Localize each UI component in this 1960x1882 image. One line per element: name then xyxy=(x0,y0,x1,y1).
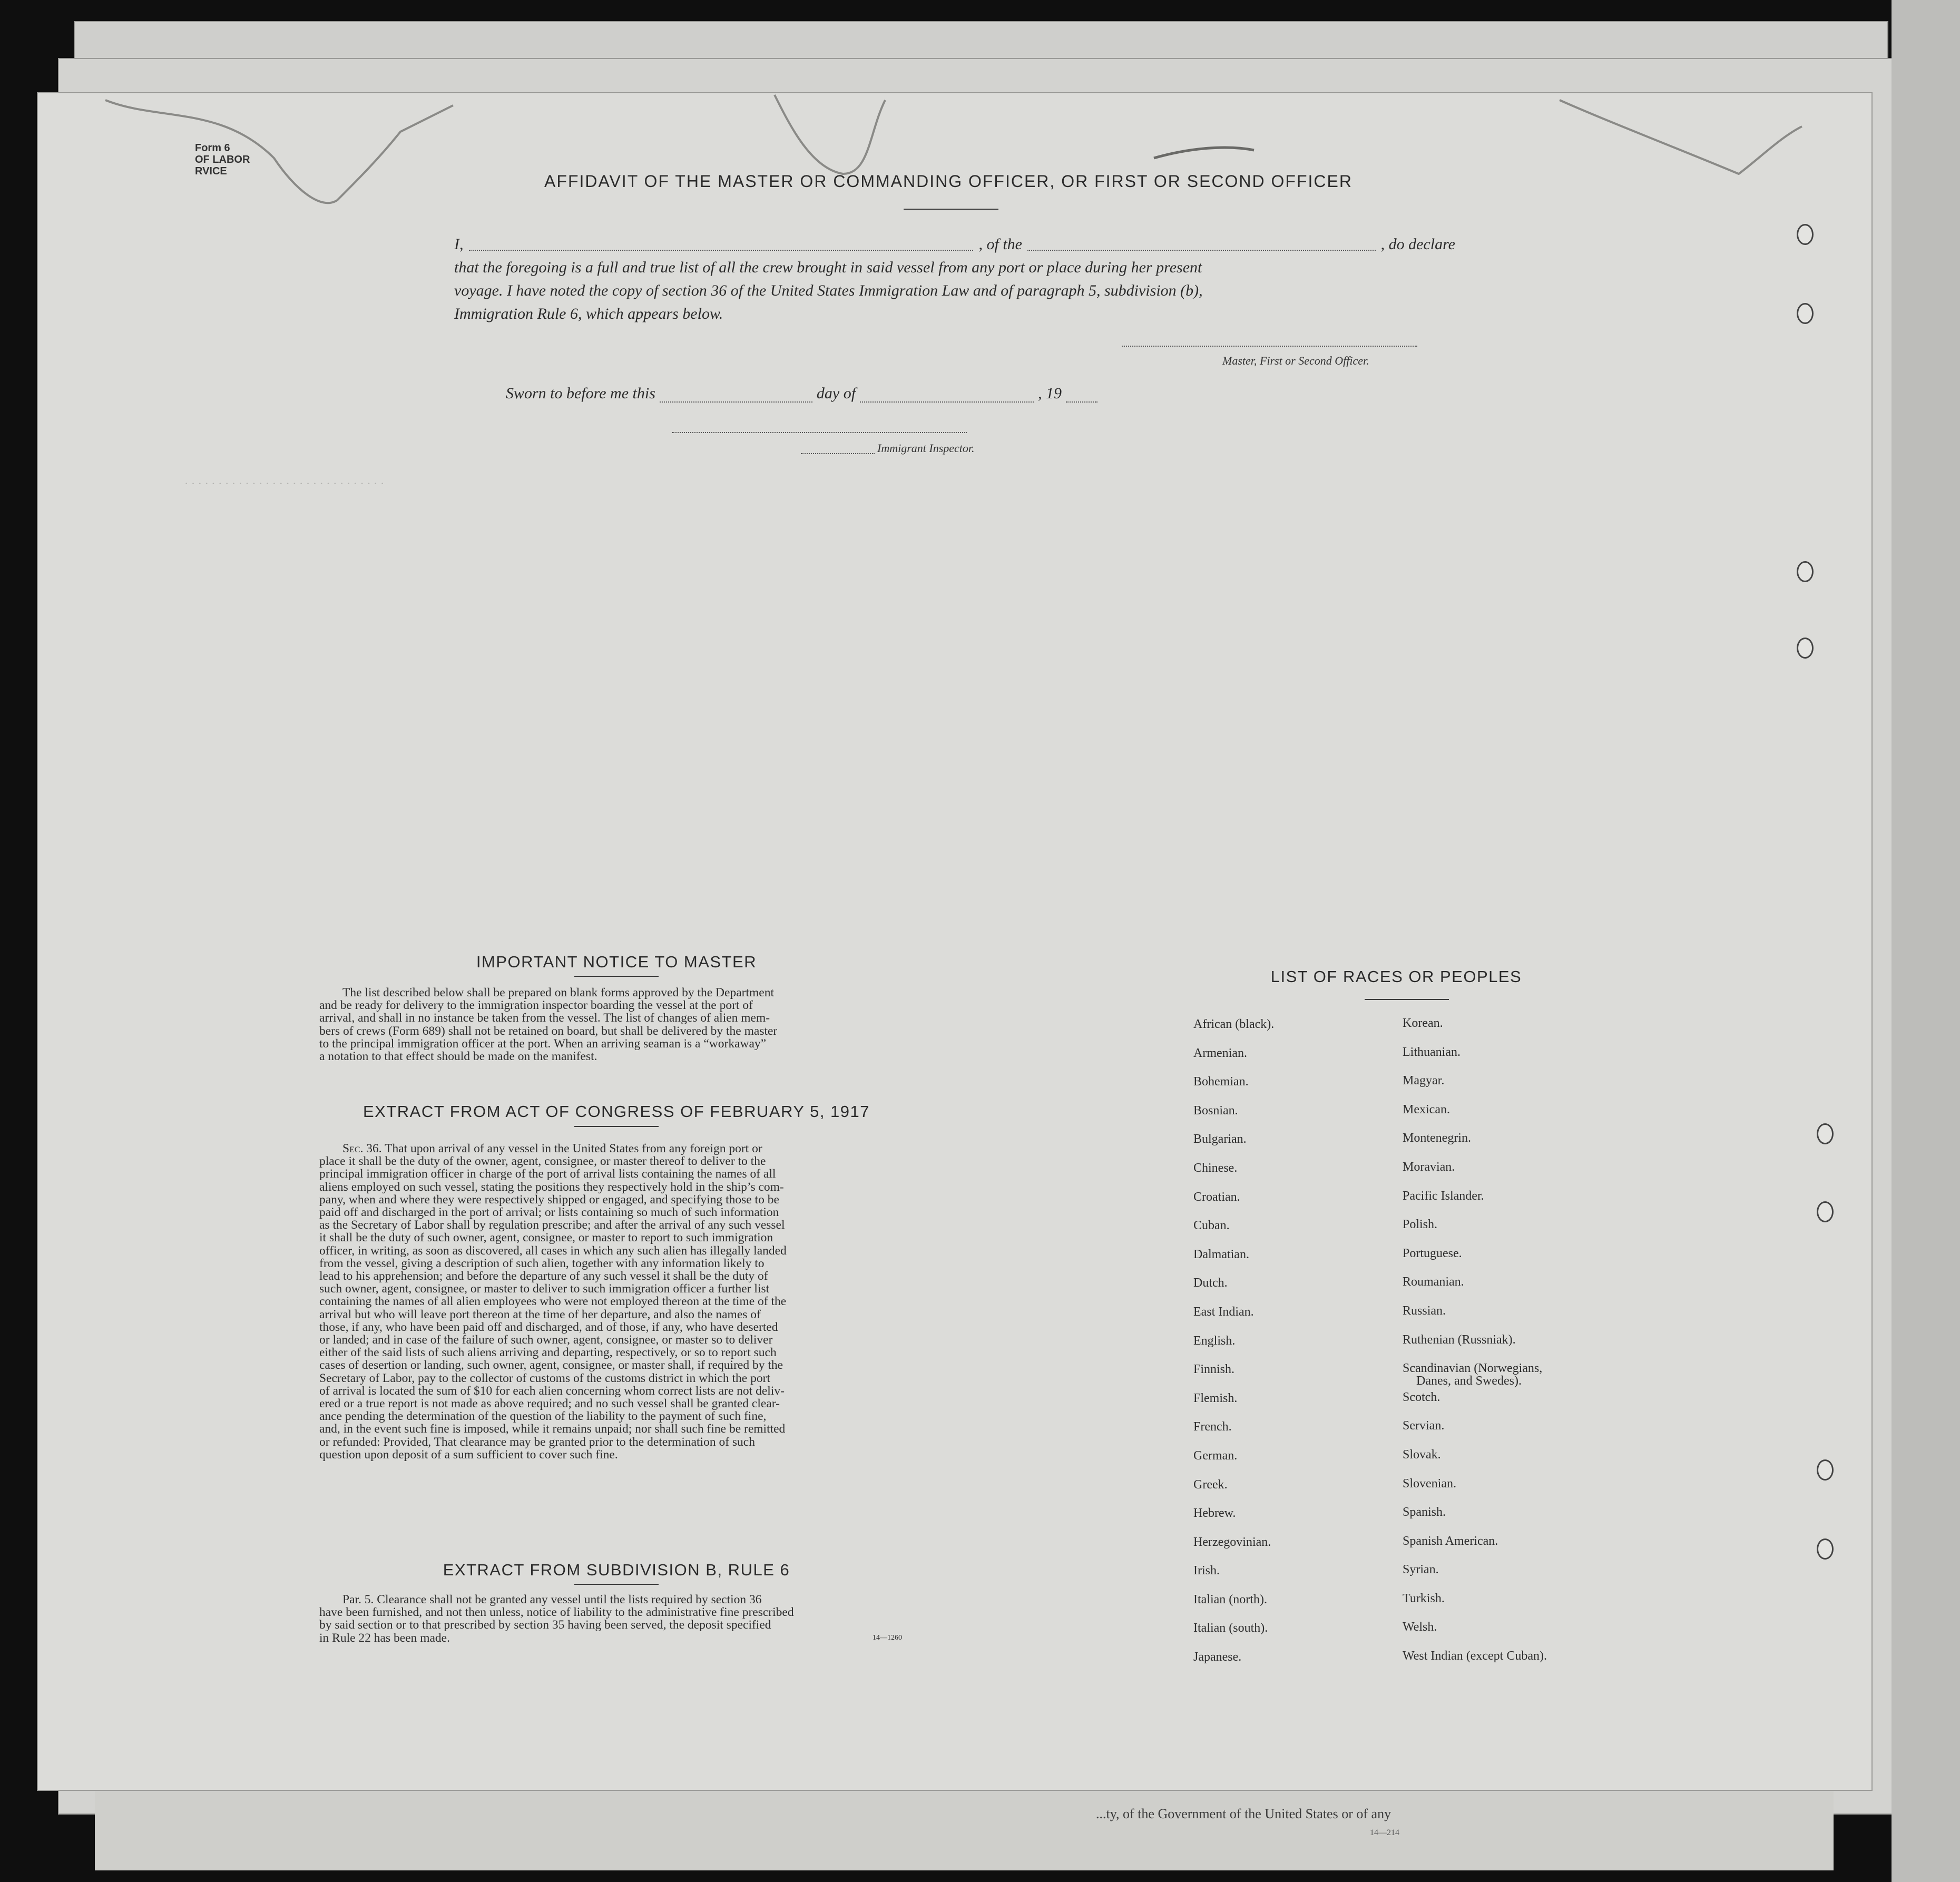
race-item: Polish. xyxy=(1403,1218,1438,1232)
act-line: lead to his apprehension; and before the departure of any such vessel it shall be the duty of xyxy=(319,1269,768,1283)
act-extract-title: EXTRACT FROM ACT OF CONGRESS OF FEBRUARY 5, 1917 xyxy=(362,1102,870,1121)
rule-line-text: in Rule 22 has been made. xyxy=(319,1631,450,1645)
races-rule xyxy=(1365,999,1449,1000)
notice-paragraph xyxy=(319,986,912,1063)
race-item: Armenian. xyxy=(1193,1046,1247,1060)
act-line: or refunded: Provided, That clearance may be granted prior to the determination of such xyxy=(319,1435,755,1449)
act-line: those, if any, who have been paid off and discharged, and of those, if any, who have deserted xyxy=(319,1320,778,1334)
rule-line: by said section or to that prescribed by section 35 having been served, the deposit specified xyxy=(319,1618,771,1632)
title-rule xyxy=(904,209,998,210)
decl-i: I, xyxy=(454,236,464,253)
race-item: Montenegrin. xyxy=(1403,1131,1471,1145)
stamp-line-3: RVICE xyxy=(195,165,227,177)
punch-hole xyxy=(1817,1459,1834,1481)
notice-line: to the principal immigration officer at the port. When an arriving seaman is a “workaway” xyxy=(319,1036,767,1051)
notice-line: The list described below shall be prepared on blank forms approved by the Department xyxy=(342,986,774,999)
race-item: West Indian (except Cuban). xyxy=(1403,1649,1547,1663)
notice-line: bers of crews (Form 689) shall not be retained on board, but shall be delivered by the master xyxy=(319,1024,778,1038)
race-item: Korean. xyxy=(1403,1016,1443,1030)
race-item: Croatian. xyxy=(1193,1190,1240,1204)
races-title: LIST OF RACES OR PEOPLES xyxy=(1270,967,1522,986)
declaration-line-1 xyxy=(454,233,1455,256)
sworn-text-c: , 19 xyxy=(1038,385,1062,402)
race-item: Welsh. xyxy=(1403,1620,1437,1634)
race-item: Pacific Islander. xyxy=(1403,1189,1484,1203)
act-line: principal immigration officer in charge of the port of arrival lists containing the names of all xyxy=(319,1167,776,1181)
races-column-1 xyxy=(1193,1018,1274,1680)
notice-line: a notation to that effect should be made on the manifest. xyxy=(319,1050,597,1064)
race-item: Dutch. xyxy=(1193,1276,1228,1290)
race-item: Finnish. xyxy=(1193,1363,1235,1377)
affidavit-title: AFFIDAVIT OF THE MASTER OR COMMANDING OFFICER, OR FIRST OR SECOND OFFICER xyxy=(544,172,1353,191)
race-item: French. xyxy=(1193,1420,1232,1434)
act-line: pany, when and where they were respectively shipped or engaged, and specifying those to be xyxy=(319,1192,779,1207)
race-item: Herzegovinian. xyxy=(1193,1535,1271,1549)
race-item: Slovak. xyxy=(1403,1447,1441,1462)
act-line: ance pending the determination of the question of the liability to the payment of such fine, xyxy=(319,1409,767,1424)
stamp-line-1: Form 6 xyxy=(195,142,230,154)
race-item xyxy=(1403,1362,1547,1391)
rule-extract-rule xyxy=(574,1584,659,1585)
act-line: as the Secretary of Labor shall by regulation prescribe; and after the arrival of any such vessel xyxy=(319,1218,785,1232)
race-item: Spanish American. xyxy=(1403,1534,1498,1548)
race-item-line: Scandinavian (Norwegians, xyxy=(1403,1361,1543,1376)
inspector-label: Immigrant Inspector. xyxy=(877,442,975,455)
act-line: place it shall be the duty of the owner, agent, consignee, or master thereof to deliver to the xyxy=(319,1154,766,1169)
notice-line: and be ready for delivery to the immigration inspector boarding the vessel at the port of xyxy=(319,998,753,1013)
race-item: Roumanian. xyxy=(1403,1275,1464,1289)
race-item: Scotch. xyxy=(1403,1390,1440,1404)
stamp-line-2: OF LABOR xyxy=(195,154,250,165)
race-item: Hebrew. xyxy=(1193,1506,1236,1521)
race-item: Bosnian. xyxy=(1193,1103,1238,1118)
rule-line: have been furnished, and not then unless, notice of liability to the administrative fine prescribed xyxy=(319,1605,794,1620)
decl-of-the: , of the xyxy=(978,236,1022,253)
sworn-text-b: day of xyxy=(816,385,856,402)
act-line: either of the said lists of such aliens arriving and departing, respectively, or so to report such xyxy=(319,1346,777,1360)
form-code: 14—1260 xyxy=(873,1633,902,1642)
race-item: Moravian. xyxy=(1403,1160,1455,1174)
race-item: Turkish. xyxy=(1403,1591,1445,1605)
inspector-signature-line xyxy=(672,432,967,433)
act-line: Secretary of Labor, pay to the collector of customs of the customs district in which the port xyxy=(319,1371,770,1385)
declaration-line-3: voyage. I have noted the copy of section 36 of the United States Immigration Law and of paragraph 5, subdivision (b), xyxy=(454,282,1203,299)
act-line: it shall be the duty of such owner, agent, consignee, or master to report to such immigration xyxy=(319,1231,773,1245)
act-extract-paragraph xyxy=(319,1142,915,1461)
inspector-dots xyxy=(801,453,875,454)
punch-hole xyxy=(1817,1538,1834,1560)
act-line: cases of desertion or landing, such owner, agent, consignee, or master shall, if required by the xyxy=(319,1358,783,1373)
race-item: Magyar. xyxy=(1403,1074,1445,1088)
act-line: or landed; and in case of the failure of such owner, agent, consignee, or master so to deliver xyxy=(319,1333,773,1347)
race-item: Flemish. xyxy=(1193,1391,1238,1405)
race-item: Syrian. xyxy=(1403,1563,1439,1577)
rule-line xyxy=(319,1632,923,1644)
act-line: from the vessel, giving a description of such alien, together with any information likely to xyxy=(319,1256,765,1270)
punch-hole xyxy=(1797,224,1814,245)
race-item: Russian. xyxy=(1403,1303,1446,1318)
punch-hole xyxy=(1797,303,1814,324)
bottom-strip-text: ...ty, of the Government of the United States or of any xyxy=(1096,1806,1391,1821)
act-extract-rule xyxy=(574,1126,659,1127)
sworn-text-a: Sworn to before me this xyxy=(506,385,655,402)
race-item: Chinese. xyxy=(1193,1161,1238,1175)
notice-title: IMPORTANT NOTICE TO MASTER xyxy=(476,953,757,971)
punch-hole xyxy=(1797,561,1814,582)
race-item: Italian (north). xyxy=(1193,1592,1267,1606)
race-item: Dalmatian. xyxy=(1193,1247,1249,1261)
race-item: German. xyxy=(1193,1448,1238,1463)
master-signature-label: Master, First or Second Officer. xyxy=(1222,354,1369,367)
notice-rule xyxy=(574,976,659,977)
declaration-line-4: Immigration Rule 6, which appears below. xyxy=(454,305,723,322)
race-item-line: Danes, and Swedes). xyxy=(1416,1374,1522,1388)
rule-line: Par. 5. Clearance shall not be granted any vessel until the lists required by section 36 xyxy=(342,1593,762,1606)
race-item: Irish. xyxy=(1193,1564,1220,1578)
punch-hole xyxy=(1817,1123,1834,1144)
declaration-line-2: that the foregoing is a full and true list of all the crew brought in said vessel from any port or place during her present xyxy=(454,259,1202,276)
sec-label: Sec. xyxy=(342,1142,364,1155)
punch-hole xyxy=(1817,1201,1834,1222)
act-line: paid off and discharged in the port of arrival; or lists containing so much of such information xyxy=(319,1205,779,1220)
notice-line: arrival, and shall in no instance be taken from the vessel. The list of changes of alien mem- xyxy=(319,1011,770,1025)
act-line-text: 36. That upon arrival of any vessel in the United States from any foreign port or xyxy=(363,1142,762,1155)
race-item: Japanese. xyxy=(1193,1650,1242,1664)
race-item: East Indian. xyxy=(1193,1305,1254,1319)
act-line xyxy=(319,1142,915,1155)
sworn-statement xyxy=(506,385,1102,403)
race-item: Italian (south). xyxy=(1193,1621,1268,1635)
race-item: Portuguese. xyxy=(1403,1246,1462,1260)
race-item: Lithuanian. xyxy=(1403,1045,1461,1059)
race-item: Bulgarian. xyxy=(1193,1132,1247,1146)
race-item: Servian. xyxy=(1403,1419,1445,1433)
act-line: such owner, agent, consignee, or master to deliver to such immigration officer a further list xyxy=(319,1282,770,1296)
race-item: Bohemian. xyxy=(1193,1075,1249,1089)
race-item: English. xyxy=(1193,1334,1236,1348)
act-line: officer, in writing, as soon as discovered, all cases in which any such alien has illegally landed xyxy=(319,1243,787,1258)
act-line: question upon deposit of a sum sufficient to cover such fine. xyxy=(319,1447,618,1462)
act-line: ered or a true report is not made as above required; and no such vessel shall be granted clear- xyxy=(319,1397,780,1411)
race-item: African (black). xyxy=(1193,1017,1275,1031)
master-signature-line xyxy=(1122,346,1417,347)
rule-extract-title: EXTRACT FROM SUBDIVISION B, RULE 6 xyxy=(443,1561,790,1579)
race-item: Spanish. xyxy=(1403,1505,1446,1520)
race-item: Greek. xyxy=(1193,1477,1228,1492)
bleed-through-marks: · · · · · · · · · · · · · · · · · · · · · · · · · · · · · · xyxy=(184,477,385,490)
act-line: and, in the event such fine is imposed, while it remains unpaid; nor shall such fine be remitted xyxy=(319,1422,786,1436)
race-item: Mexican. xyxy=(1403,1102,1450,1116)
rule-extract-paragraph xyxy=(319,1593,923,1644)
punch-hole xyxy=(1797,638,1814,659)
races-column-2 xyxy=(1403,1017,1547,1679)
decl-do-declare: , do declare xyxy=(1380,236,1455,253)
bottom-strip-code: 14—214 xyxy=(1370,1828,1399,1837)
race-item: Slovenian. xyxy=(1403,1476,1456,1491)
act-line: containing the names of all alien employees who were not employed thereon at the time of the xyxy=(319,1295,787,1309)
act-line: arrival but who will leave port thereon at the time of her departure, and also the names of xyxy=(319,1307,761,1321)
declaration-text xyxy=(454,233,1455,326)
race-item: Ruthenian (Russniak). xyxy=(1403,1332,1516,1347)
race-item: Cuban. xyxy=(1193,1219,1230,1233)
act-line: aliens employed on such vessel, stating the positions they respectively hold in the ship’s com- xyxy=(319,1180,784,1194)
act-line: of arrival is located the sum of $10 for each alien concerning whom correct lists are not deliv- xyxy=(319,1384,785,1398)
